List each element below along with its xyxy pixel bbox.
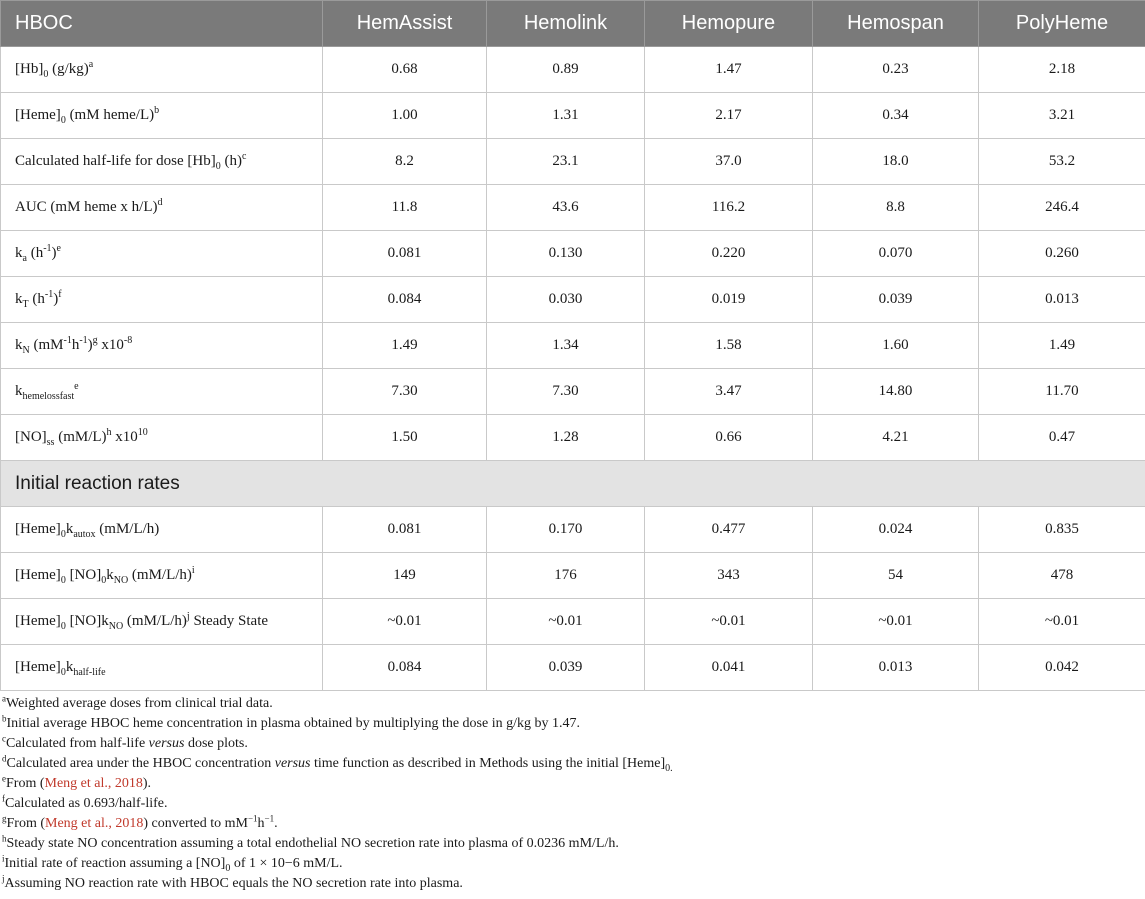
table-cell: 2.18 bbox=[979, 47, 1145, 93]
row-label: $[Heme]_0k_{autox}$ (mM/L/h) bbox=[1, 507, 323, 553]
table-cell: 1.00 bbox=[323, 93, 487, 139]
table-cell: ~0.01 bbox=[323, 599, 487, 645]
header-hemolink: Hemolink bbox=[487, 1, 645, 47]
table-cell: 1.49 bbox=[979, 323, 1145, 369]
row-label: $[Heme]_0$ $[NO]k_{NO}$ $(mM/L/h)^j$ Steady State bbox=[1, 599, 323, 645]
row-label: $[Heme]_0$ $[NO]_0k_{NO}$ $(mM/L/h)^i$ bbox=[1, 553, 323, 599]
footnote-h: $^h$Steady state NO concentration assuming a total endothelial NO secretion rate into plasma of 0.0236 mM/L/h. bbox=[2, 833, 619, 851]
row-label: $k_N$ $(mM^{-1}h^{-1})^g$ $x10^{-8}$ bbox=[1, 323, 323, 369]
table-cell: ~0.01 bbox=[813, 599, 979, 645]
table-row bbox=[1, 369, 1145, 415]
table-cell: 54 bbox=[813, 553, 979, 599]
table-cell: 0.081 bbox=[323, 231, 487, 277]
table-cell: 3.47 bbox=[645, 369, 813, 415]
footnote-d: $^d$Calculated area under the HBOC concentration versus time function as described in Methods using the initial $[Heme]_{0.}$ bbox=[2, 753, 673, 774]
table-cell: 0.039 bbox=[813, 277, 979, 323]
footnote-c: $^c$Calculated from half-life versus dose plots. bbox=[2, 733, 248, 751]
table-cell: 0.835 bbox=[979, 507, 1145, 553]
table-cell: 0.34 bbox=[813, 93, 979, 139]
table-cell: 8.8 bbox=[813, 185, 979, 231]
table-cell: 0.070 bbox=[813, 231, 979, 277]
table-cell: 11.8 bbox=[323, 185, 487, 231]
table-cell: 23.1 bbox=[487, 139, 645, 185]
footnote-f: $^f$Calculated as 0.693/half-life. bbox=[2, 793, 168, 811]
table-cell: 0.130 bbox=[487, 231, 645, 277]
header-polyheme: PolyHeme bbox=[979, 1, 1145, 47]
table-cell: 176 bbox=[487, 553, 645, 599]
table-row bbox=[1, 553, 1145, 599]
table-cell: 37.0 bbox=[645, 139, 813, 185]
table-row bbox=[1, 599, 1145, 645]
row-label: AUC (mM heme x h/L)$^d$ bbox=[1, 185, 323, 231]
section-title: Initial reaction rates bbox=[1, 461, 1145, 507]
header-hemospan: Hemospan bbox=[813, 1, 979, 47]
footnote-a: $^a$Weighted average doses from clinical trial data. bbox=[2, 693, 273, 711]
table-cell: ~0.01 bbox=[979, 599, 1145, 645]
table-cell: 1.49 bbox=[323, 323, 487, 369]
table-cell: 116.2 bbox=[645, 185, 813, 231]
table-cell: ~0.01 bbox=[487, 599, 645, 645]
table-cell: 1.60 bbox=[813, 323, 979, 369]
table-row bbox=[1, 93, 1145, 139]
table-cell: 0.030 bbox=[487, 277, 645, 323]
table-cell: 0.041 bbox=[645, 645, 813, 691]
table-cell: 0.170 bbox=[487, 507, 645, 553]
table-cell: 14.80 bbox=[813, 369, 979, 415]
table-cell: 343 bbox=[645, 553, 813, 599]
table-cell: 3.21 bbox=[979, 93, 1145, 139]
table-row bbox=[1, 277, 1145, 323]
table-cell: 0.084 bbox=[323, 645, 487, 691]
table-cell: 0.024 bbox=[813, 507, 979, 553]
footnote-e: $^e$From (Meng et al., 2018). bbox=[2, 773, 152, 791]
table-cell: 18.0 bbox=[813, 139, 979, 185]
table-cell: 4.21 bbox=[813, 415, 979, 461]
reference-link[interactable]: Meng et al., 2018 bbox=[45, 816, 144, 831]
table-cell: 0.89 bbox=[487, 47, 645, 93]
table-cell: 43.6 bbox=[487, 185, 645, 231]
table-row bbox=[1, 645, 1145, 691]
table-cell: 0.477 bbox=[645, 507, 813, 553]
footnote-g: $^g$From (Meng et al., 2018) converted to $mM^{-1}h^{-1}$. bbox=[2, 813, 278, 831]
table-cell: 1.34 bbox=[487, 323, 645, 369]
header-hemassist: HemAssist bbox=[323, 1, 487, 47]
table-cell: 1.31 bbox=[487, 93, 645, 139]
row-label: $k_T$ $(h^{-1})^f$ bbox=[1, 277, 323, 323]
table-row bbox=[1, 47, 1145, 93]
footnote-b: $^b$Initial average HBOC heme concentration in plasma obtained by multiplying the dose in g/kg by 1.47. bbox=[2, 713, 580, 731]
table-row bbox=[1, 507, 1145, 553]
row-label: $k_{hemelossfast}^e$ bbox=[1, 369, 323, 415]
table-cell: 1.47 bbox=[645, 47, 813, 93]
table-row bbox=[1, 323, 1145, 369]
table-cell: 478 bbox=[979, 553, 1145, 599]
table-cell: 1.58 bbox=[645, 323, 813, 369]
table-cell: ~0.01 bbox=[645, 599, 813, 645]
header-row bbox=[1, 1, 1145, 47]
table-row bbox=[1, 231, 1145, 277]
table-row bbox=[1, 415, 1145, 461]
footnote-j: $^j$Assuming NO reaction rate with HBOC equals the NO secretion rate into plasma. bbox=[2, 873, 463, 891]
table-cell: 0.013 bbox=[813, 645, 979, 691]
table-cell: 53.2 bbox=[979, 139, 1145, 185]
section-row bbox=[1, 461, 1145, 507]
table-cell: 149 bbox=[323, 553, 487, 599]
table-cell: 0.084 bbox=[323, 277, 487, 323]
table-cell: 11.70 bbox=[979, 369, 1145, 415]
table-row bbox=[1, 139, 1145, 185]
table-cell: 0.68 bbox=[323, 47, 487, 93]
table-cell: 0.260 bbox=[979, 231, 1145, 277]
row-label: Calculated half-life for dose $[Hb]_0$ $(h)^c$ bbox=[1, 139, 323, 185]
table-cell: 0.23 bbox=[813, 47, 979, 93]
row-label: $[Heme]_0$ (mM heme/L)$^b$ bbox=[1, 93, 323, 139]
row-label: $[Heme]_0k_{half-life}$ bbox=[1, 645, 323, 691]
row-label: $[NO]_{ss}$ $(mM/L)^h$ $x10^{10}$ bbox=[1, 415, 323, 461]
table-cell: 0.081 bbox=[323, 507, 487, 553]
table-cell: 1.50 bbox=[323, 415, 487, 461]
table-cell: 8.2 bbox=[323, 139, 487, 185]
table-cell: 0.013 bbox=[979, 277, 1145, 323]
table-cell: 7.30 bbox=[323, 369, 487, 415]
table-cell: 0.019 bbox=[645, 277, 813, 323]
table-cell: 7.30 bbox=[487, 369, 645, 415]
footnotes bbox=[2, 694, 1142, 894]
table-cell: 2.17 bbox=[645, 93, 813, 139]
footnote-i: $^i$Initial rate of reaction assuming a $[NO]_0$ of 1 × 10−6 mM/L. bbox=[2, 853, 343, 874]
table-row bbox=[1, 185, 1145, 231]
table-cell: 0.47 bbox=[979, 415, 1145, 461]
table-cell: 1.28 bbox=[487, 415, 645, 461]
table-cell: 246.4 bbox=[979, 185, 1145, 231]
table-cell: 0.039 bbox=[487, 645, 645, 691]
row-label: $[Hb]_0$ $(g/kg)^a$ bbox=[1, 47, 323, 93]
table-cell: 0.220 bbox=[645, 231, 813, 277]
header-hboc: HBOC bbox=[1, 1, 323, 47]
table-cell: 0.66 bbox=[645, 415, 813, 461]
reference-link[interactable]: Meng et al., 2018 bbox=[44, 776, 143, 791]
header-hemopure: Hemopure bbox=[645, 1, 813, 47]
row-label: $k_a$ $(h^{-1})^e$ bbox=[1, 231, 323, 277]
table-cell: 0.042 bbox=[979, 645, 1145, 691]
